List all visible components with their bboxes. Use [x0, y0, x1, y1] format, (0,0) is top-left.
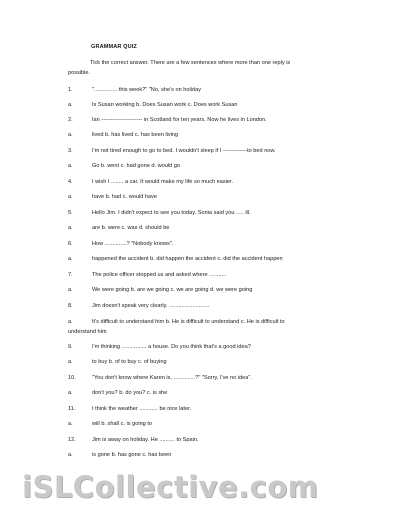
answer-1: a. Is Susan working b. Does Susan work c. Does work Susan: [68, 102, 238, 108]
answer-6: a. happened the accident b. did happen the accident c. did the accident happen: [68, 256, 283, 262]
question-11: 11. I think the weather ............ be nice later.: [68, 406, 192, 412]
instructions-line-2: possible.: [68, 70, 91, 76]
answer-12: a. is gone b. has gone c. has been: [68, 452, 172, 458]
question-7: 7. The police officer stopped us and asked where ...........: [68, 272, 227, 278]
answer-7: a. We were going b. are we going c. we are going d. we were going: [68, 287, 253, 293]
answer-9: a. to buy b. of to buy c. of buying: [68, 359, 167, 365]
answer-8: a. It's difficult to understand him b. He is difficult to understand c. He is difficult to understand him: [68, 319, 285, 335]
site-watermark: iSLCollective.com: [22, 470, 319, 504]
question-5: 5. Hello Jim. I didn't expect to see you today. Sonia said you ..... ill.: [68, 210, 251, 216]
question-8: 8. Jim doesn't speak very clearly. ..........................: [68, 303, 210, 309]
question-2: 2. Ian ---------------------- in Scotland for ten years. Now he lives in London.: [68, 117, 267, 123]
answer-4: a. have b. had c. would have: [68, 194, 157, 200]
instructions: [68, 58, 368, 78]
answer-3: a. Go b. went c. had gone d. would go: [68, 163, 181, 169]
question-3: 3. I'm not tired enough to go to bed. I wouldn't sleep if I -------------to bed now.: [68, 148, 276, 154]
question-12: 12. Jim is away on holiday. He .......... to Spain.: [68, 437, 199, 443]
question-9: 9. I'm thinking ................ a house. Do you think that's a good idea?: [68, 344, 251, 350]
answer-5: a. are b. were c. was d. should be: [68, 225, 170, 231]
answer-10: a. don't you? b. do you? c. is she: [68, 390, 168, 396]
page-title: GRAMMAR QUIZ: [91, 44, 137, 50]
question-10: 10. "You don't know where Karen is, ..............?" "Sorry, I've no idea".: [68, 375, 252, 381]
question-4: 4. I wish I ........ a car. It would make my life so much easier.: [68, 179, 234, 185]
question-6: 6. How ..............? "Nobody knows".: [68, 241, 174, 247]
answer-2: a. lived b. has lived c. has been living: [68, 132, 179, 138]
question-1: 1. "............... this week?" "No, she's on holiday: [68, 87, 202, 93]
answer-11: a. will b. shall c. is going to: [68, 421, 153, 427]
instructions-line-1: Tick the correct answer. There are a few sentences where more than one reply is: [90, 60, 291, 66]
